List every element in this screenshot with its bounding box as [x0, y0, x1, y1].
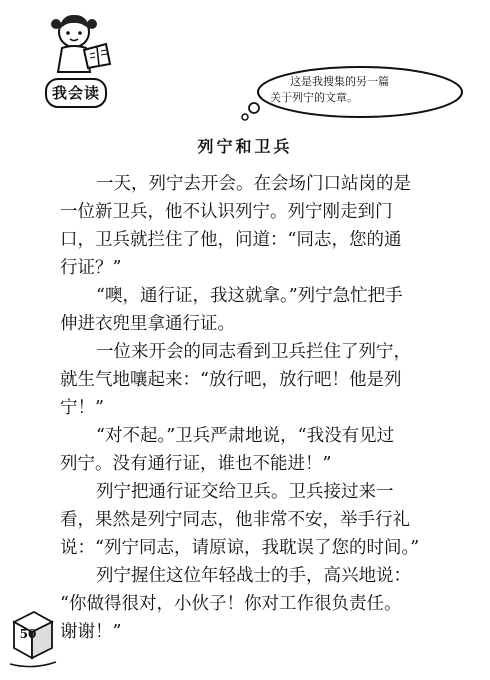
article-line: “噢，通行证，我这就拿。”列宁急忙把手: [96, 286, 403, 306]
bubble-line: 这是我搜集的另一篇: [290, 75, 389, 88]
article-line: 列宁握住这位年轻战士的手，高兴地说：: [96, 566, 411, 586]
article-line: 一天，列宁去开会。在会场门口站岗的是: [96, 174, 411, 194]
article-line: 说：“列宁同志，请原谅，我耽误了您的时间。”: [60, 538, 420, 558]
article-line: 看，果然是列宁同志，他非常不安，举手行礼: [60, 510, 410, 530]
bubble-line: 关于列宁的文章。: [270, 91, 358, 104]
article-line: 宁！”: [60, 398, 104, 418]
article-line: “你做得很对，小伙子！你对工作很负责任。: [60, 594, 402, 614]
page-number: 50: [19, 627, 37, 641]
thought-bubble-text: [270, 74, 450, 106]
article-line: 列宁把通行证交给卫兵。卫兵接过来一: [96, 482, 394, 502]
article-body: [60, 170, 472, 646]
section-badge: 我会读: [45, 78, 107, 108]
article-line: 列宁。没有通行证，谁也不能进！”: [60, 454, 332, 474]
article-line: 谢谢！”: [60, 622, 122, 642]
article-title: 列宁和卫兵: [197, 137, 293, 156]
article-line: 伸进衣兜里拿通行证。: [60, 314, 235, 334]
article-line: “对不起。”卫兵严肃地说，“我没有见过: [96, 426, 395, 446]
article-line: 就生气地嚷起来：“放行吧，放行吧！他是列: [60, 370, 402, 390]
article-line: 口，卫兵就拦住了他，问道：“同志，您的通: [60, 230, 402, 250]
reading-girl-illustration: [40, 6, 120, 76]
article-line: 行证？”: [60, 258, 122, 278]
article-line: 一位新卫兵，他不认识列宁。列宁刚走到门: [60, 202, 393, 222]
article-line: 一位来开会的同志看到卫兵拦住了列宁，: [96, 342, 411, 362]
